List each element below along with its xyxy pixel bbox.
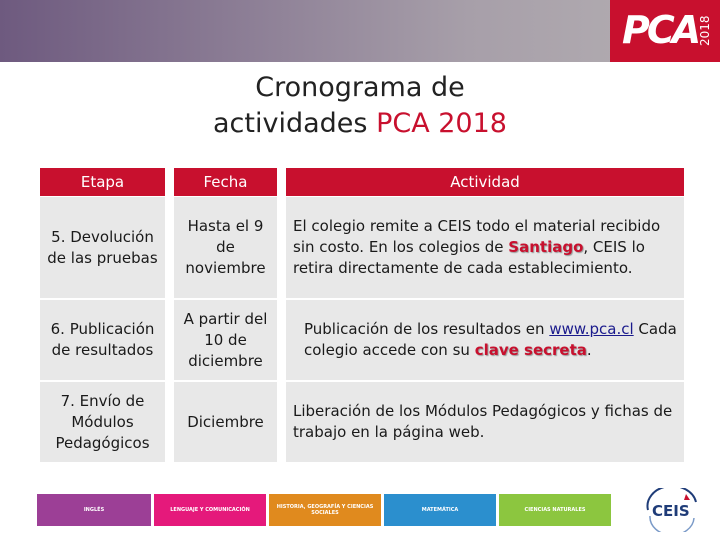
- subject-lenguaje-label: LENGUAJE Y COMUNICACIÓN: [170, 507, 250, 513]
- page-title: [0, 70, 720, 142]
- ceis-logo: [640, 488, 704, 532]
- row-2-fecha-text: A partir del 10 de diciembre: [183, 309, 268, 370]
- row-3-etapa: [40, 382, 165, 462]
- row-2-actividad: [304, 300, 682, 380]
- row-3-actividad-text: Liberación de los Módulos Pedagógicos y fichas de trabajo en la página web.: [293, 402, 673, 441]
- row-2-actividad-part-b: Cada colegio accede con su: [304, 320, 677, 359]
- logo-text: PCA: [622, 8, 699, 52]
- row-1-actividad-text: [293, 216, 681, 279]
- pca-2018-logo: [610, 0, 720, 62]
- title-line-1: Cronograma de: [255, 72, 465, 103]
- row-1-actividad-part-a: El colegio remite a CEIS todo el material recibido sin costo. En los colegios de: [293, 217, 661, 256]
- row-3-actividad: [293, 382, 681, 462]
- subject-ingles: [37, 494, 151, 526]
- row-2-etapa: [40, 300, 165, 380]
- row-2-etapa-text: 6. Publicación de resultados: [50, 320, 155, 359]
- pca-website-link[interactable]: www.pca.cl: [549, 320, 634, 338]
- row-2-actividad-part-a: Publicación de los resultados en: [304, 320, 550, 338]
- ceis-logo-text: CEIS: [652, 502, 690, 520]
- subject-ingles-label: INGLÉS: [83, 507, 105, 513]
- subject-strip: [37, 494, 611, 526]
- row-3-fecha: [178, 382, 273, 462]
- subject-ciencias: [499, 494, 611, 526]
- row-2-actividad-part-c: .: [586, 341, 592, 359]
- header-fecha: Fecha: [174, 168, 277, 196]
- row-1-etapa: [40, 197, 165, 298]
- row-3-fecha-text: Diciembre: [187, 412, 264, 431]
- header-etapa: Etapa: [40, 168, 165, 196]
- logo-year: 2018: [698, 15, 712, 47]
- title-line-2: [0, 106, 720, 142]
- subject-ciencias-label: CIENCIAS NATURALES: [524, 507, 586, 513]
- santiago-highlight: Santiago: [508, 238, 584, 256]
- row-3-etapa-text: 7. Envío de Módulos Pedagógicos: [55, 391, 150, 452]
- subject-matematica-label: MATEMÁTICA: [421, 507, 459, 513]
- row-1-actividad: [293, 197, 681, 298]
- header-actividad: Actividad: [286, 168, 684, 196]
- subject-lenguaje: [154, 494, 266, 526]
- row-1-etapa-text: 5. Devolución de las pruebas: [47, 227, 158, 267]
- row-1-fecha: [178, 197, 273, 298]
- row-1-actividad-part-b: , CEIS lo retira directamente de cada establecimiento.: [293, 238, 645, 277]
- subject-historia-label: HISTORIA, GEOGRAFÍA Y CIENCIAS SOCIALES: [276, 504, 374, 516]
- title-line-2-plain: actividades: [213, 108, 377, 139]
- row-1-fecha-text: Hasta el 9 de noviembre: [185, 217, 266, 277]
- subject-historia: [269, 494, 381, 526]
- title-line-2-accent: PCA 2018: [376, 108, 507, 139]
- row-2-actividad-text: [304, 319, 682, 361]
- row-2-fecha: [178, 300, 273, 380]
- clave-secreta-highlight: clave secreta: [474, 341, 587, 359]
- subject-matematica: [384, 494, 496, 526]
